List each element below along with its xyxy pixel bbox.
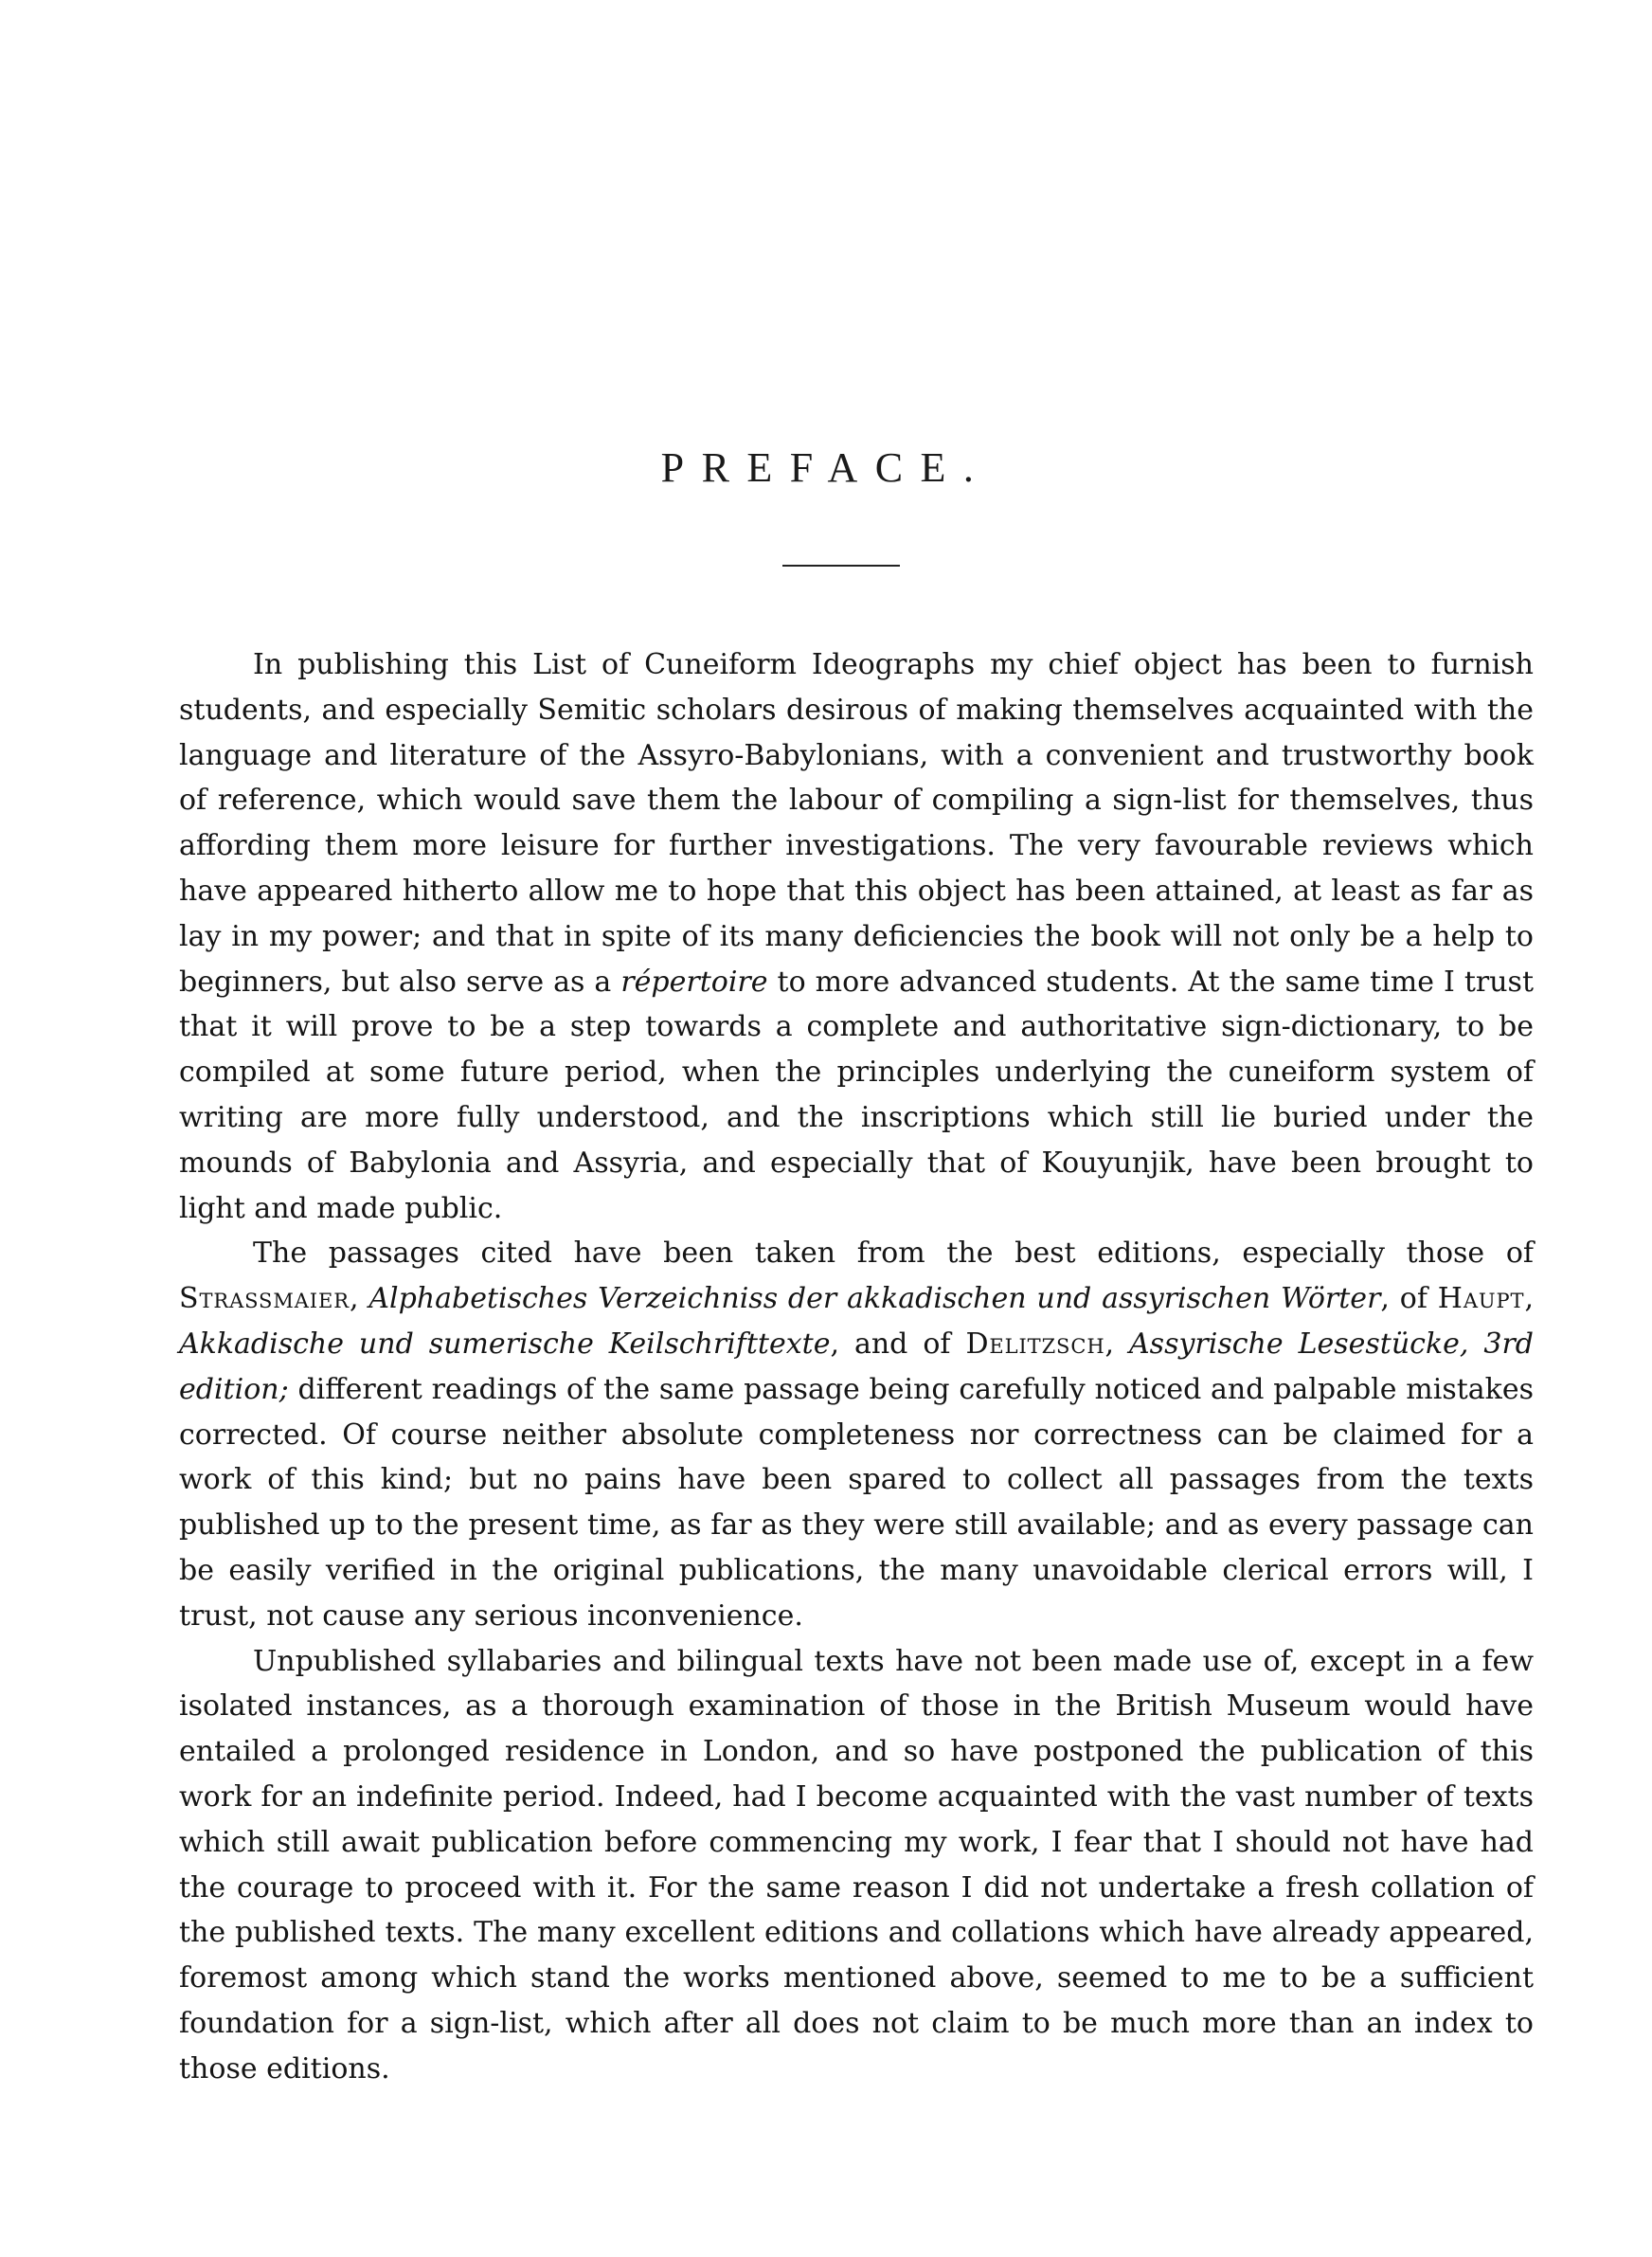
preface-body xyxy=(179,642,1534,2092)
author-strassmaier: Strassmaier xyxy=(179,1282,350,1316)
paragraph-2-text-a: The passages cited have been taken from the best editions, especially those of xyxy=(253,1237,1534,1271)
paragraph-1-italic-term: répertoire xyxy=(620,965,768,999)
paragraph-3: Unpublished syllabaries and bilingual texts have not been made use of, except in a few isolated instances, as a thorough examination of those in the British Museum would have entailed a prolonged residence in London, and so have postponed the publication of this work for an indefinite period. Indeed, had I become acquainted with the vast number of texts which still await publication before commencing my work, I fear that I should not have had the courage to proceed with it. For the same reason I did not undertake a fresh collation of the published texts. The many excellent editions and collations which have already appeared, foremost among which stand the works mentioned above, seemed to me to be a sufficient foundation for a sign-list, which after all does not claim to be much more than an index to those editions. xyxy=(179,1644,1534,2085)
paragraph-1 xyxy=(179,642,1534,1231)
author-haupt: Haupt xyxy=(1437,1282,1525,1316)
paragraph-1-text-b: to more advanced students. At the same time I trust that it will prove to be a step towards a complete and authoritative sign-dictionary, to be compiled at some future period, when the principles underlying the cuneiform system of writing are more fully understood, and the inscriptions which still lie buried under the mounds of Babylonia and Assyria, and especially that of Kouyunjik, have been brought to light and made public. xyxy=(179,965,1534,1225)
page-heading: PREFACE. xyxy=(660,444,992,491)
work-delitzsch: Assyrische Lesestücke, 3rd edition; xyxy=(179,1327,1535,1406)
paragraph-1-text-a: In publishing this List of Cuneiform Ideographs my chief object has been to furnish students, and especially Semitic scholars desirous of making themselves acquainted with the language and literature of the Assyro-Babylonians, with a convenient and trustworthy book of reference, which would save them the labour of compiling a sign-list for themselves, thus affording them more leisure for further investigations. The very favourable reviews which have appeared hitherto allow me to hope that this object has been attained, at least as far as lay in my power; and that in spite of its many deficiencies the book will not only be a help to beginners, but also serve as a xyxy=(179,648,1534,999)
author-delitzsch: Delitzsch xyxy=(965,1327,1105,1361)
paragraph-2-text-c: , and of xyxy=(830,1327,951,1361)
work-haupt: Akkadische und sumerische Keilschrifttexte xyxy=(179,1327,831,1361)
paragraph-2: The passages cited have been taken from the best editions, especially those of Strassmaier, Alphabetisches Verzeichniss der akkadischen und assyrischen Wörter, of Haupt, Akkadische und sumerische Keilschrifttexte, and of Delitzsch, Assyrische Lesestücke, 3rd edition; different readings of the same passage being carefully noticed and palpable mistakes corrected. Of course neither absolute completeness nor correctness can be claimed for a work of this kind; but no pains have been spared to collect all passages from the texts published up to the present time, as far as they were still available; and as every passage can be easily verified in the original publications, the many unavoidable clerical errors will, I trust, not cause any serious inconvenience. xyxy=(179,1237,1535,1633)
paragraph-2-text-b: , of xyxy=(1380,1282,1428,1316)
work-strassmaier: Alphabetisches Verzeichniss der akkadischen und assyrischen Wörter xyxy=(368,1282,1381,1316)
paragraph-2-text-d: different readings of the same passage being carefully noticed and palpable mistakes corrected. Of course neither absolute completeness nor correctness can be claimed for a work of this kind; but no pains have been spared to collect all passages from the texts published up to the present time, as far as they were still available; and as every passage can be easily verified in the original publications, the many unavoidable clerical errors will, I trust, not cause any serious inconvenience. xyxy=(179,1372,1534,1633)
heading-rule xyxy=(782,565,900,567)
